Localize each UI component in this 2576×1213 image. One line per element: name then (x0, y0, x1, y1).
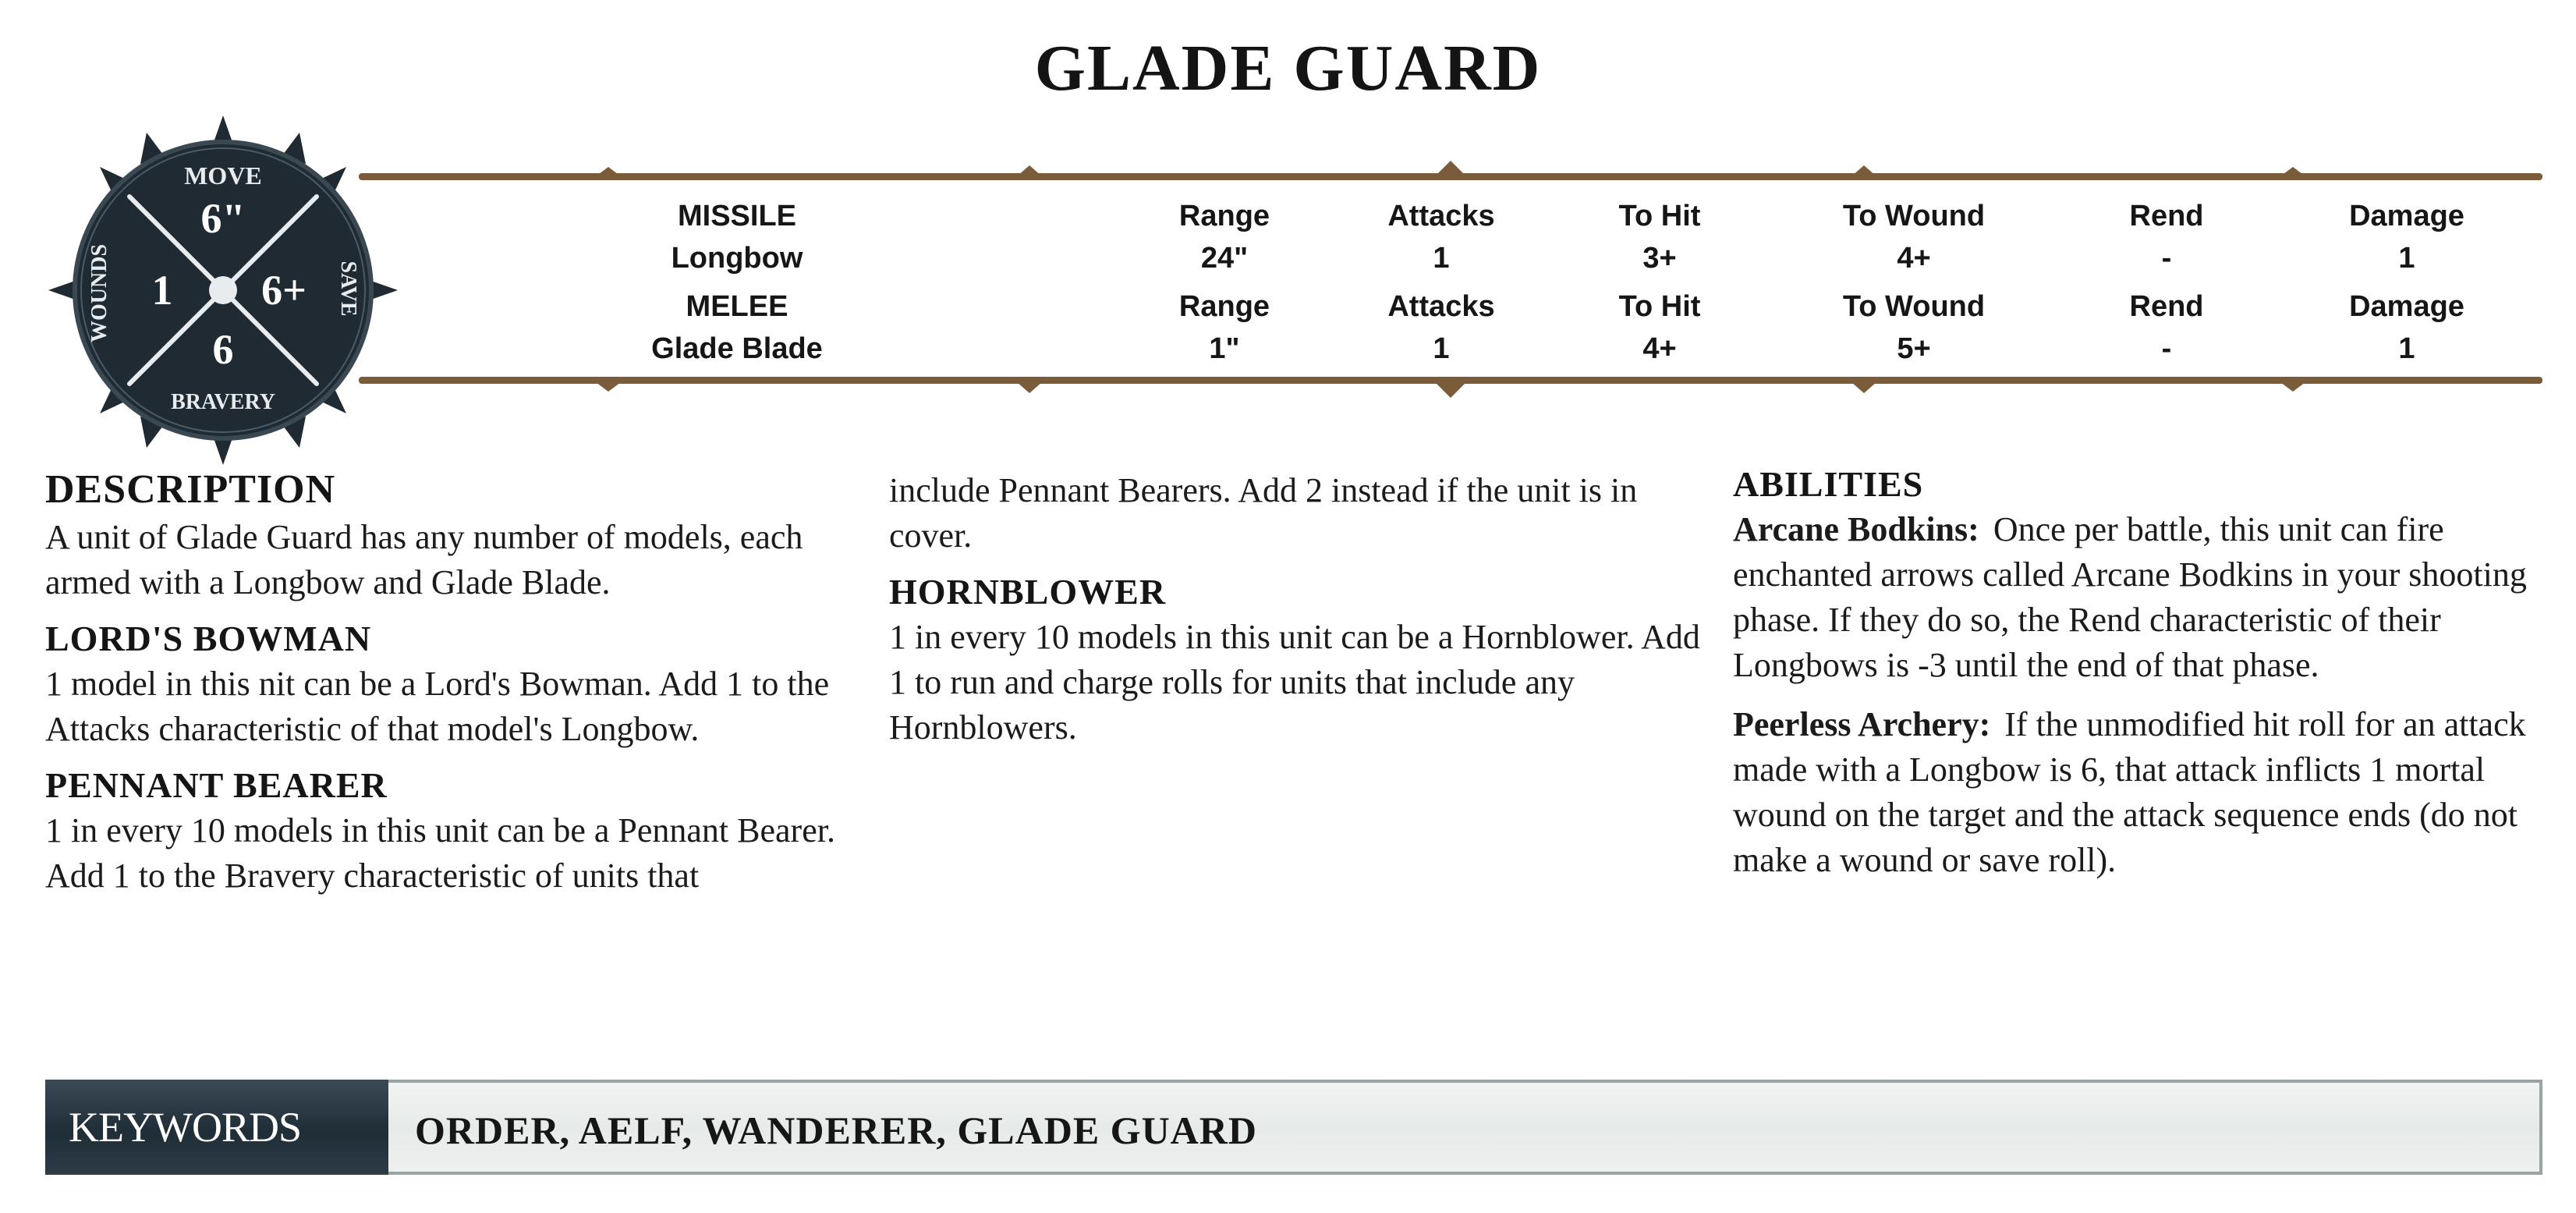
save-label: SAVE (336, 261, 360, 317)
column-abilities (1733, 462, 2544, 897)
ability-name: Peerless Archery: (1733, 705, 1991, 743)
missile-header-rend: Rend (2129, 200, 2204, 232)
missile-attacks: 1 (1433, 242, 1450, 275)
ability-arcane-bodkins (1733, 507, 2544, 688)
melee-weapon-name: Glade Blade (651, 332, 823, 365)
save-value: 6+ (261, 267, 306, 314)
wounds-value: 1 (151, 267, 173, 314)
hornblower-heading: HORNBLOWER (889, 572, 1167, 612)
melee-attacks: 1 (1433, 332, 1450, 365)
ability-text: Once per battle, this unit can fire enchanted arrows called Arcane Bodkins in your shooting phase. If they do so, the Rend characteristic of their Longbows is -3 until the end of that phase. (1733, 510, 2527, 684)
missile-rend: - (2161, 242, 2172, 275)
missile-header-to-wound: To Wound (1842, 200, 1986, 232)
pennant-bearer-text: 1 in every 10 models in this unit can be a Pennant Bearer. Add 1 to the Bravery characteristic of units that (45, 811, 835, 895)
melee-damage: 1 (2398, 332, 2415, 365)
characteristics-badge (48, 115, 398, 465)
melee-header-rend: Rend (2129, 290, 2204, 323)
move-label: MOVE (184, 161, 262, 190)
melee-header-attacks: Attacks (1387, 290, 1495, 323)
missile-header-to-hit: To Hit (1618, 200, 1701, 232)
abilities-heading: ABILITIES (1733, 464, 1924, 504)
missile-header-damage: Damage (2349, 200, 2464, 232)
missile-header-attacks: Attacks (1387, 200, 1495, 232)
bravery-label: BRAVERY (171, 390, 275, 414)
missile-to-wound: 4+ (1897, 242, 1931, 275)
hornblower-text: 1 in every 10 models in this unit can be a Hornblower. Add 1 to run and charge rolls for units that include any Hornblowers. (889, 618, 1700, 747)
missile-to-hit: 3+ (1642, 242, 1677, 275)
missile-weapon-name: Longbow (671, 242, 803, 275)
keywords-label: KEYWORDS (69, 1104, 301, 1151)
melee-header-range: Range (1178, 290, 1270, 323)
melee-to-wound: 5+ (1897, 332, 1931, 365)
description-text: A unit of Glade Guard has any number of models, each armed with a Longbow and Glade Blade. (45, 518, 803, 601)
ability-name: Arcane Bodkins: (1733, 510, 1979, 548)
lords-bowman-heading: LORD'S BOWMAN (45, 619, 372, 658)
melee-rend: - (2161, 332, 2172, 365)
move-value: 6" (200, 195, 246, 242)
melee-header-name: MELEE (686, 290, 788, 323)
melee-range: 1" (1209, 332, 1240, 365)
missile-header-range: Range (1178, 200, 1270, 232)
melee-to-hit: 4+ (1642, 332, 1677, 365)
bravery-value: 6 (212, 326, 234, 373)
column-options (889, 468, 1700, 761)
missile-damage: 1 (2398, 242, 2415, 275)
pennant-bearer-text-continued: include Pennant Bearers. Add 2 instead if the unit is in cover. (889, 471, 1638, 555)
melee-header-damage: Damage (2349, 290, 2464, 323)
unit-title: GLADE GUARD (1034, 32, 1542, 105)
missile-header-name: MISSILE (677, 200, 797, 232)
keywords-values: ORDER, AELF, WANDERER, GLADE GUARD (415, 1108, 1257, 1152)
ability-peerless-archery (1733, 702, 2544, 883)
wounds-label: WOUNDS (87, 243, 112, 343)
missile-range: 24" (1200, 242, 1249, 275)
description-heading: DESCRIPTION (45, 467, 336, 512)
column-description (45, 465, 856, 910)
lords-bowman-text: 1 model in this nit can be a Lord's Bowman. Add 1 to the Attacks characteristic of that model's Longbow. (45, 665, 830, 748)
melee-header-to-wound: To Wound (1842, 290, 1986, 323)
ability-text: If the unmodified hit roll for an attack made with a Longbow is 6, that attack inflicts 1 mortal wound on the target and the attack sequence ends (do not make a wound or save roll). (1733, 705, 2526, 879)
melee-header-to-hit: To Hit (1618, 290, 1701, 323)
pennant-bearer-heading: PENNANT BEARER (45, 765, 388, 805)
